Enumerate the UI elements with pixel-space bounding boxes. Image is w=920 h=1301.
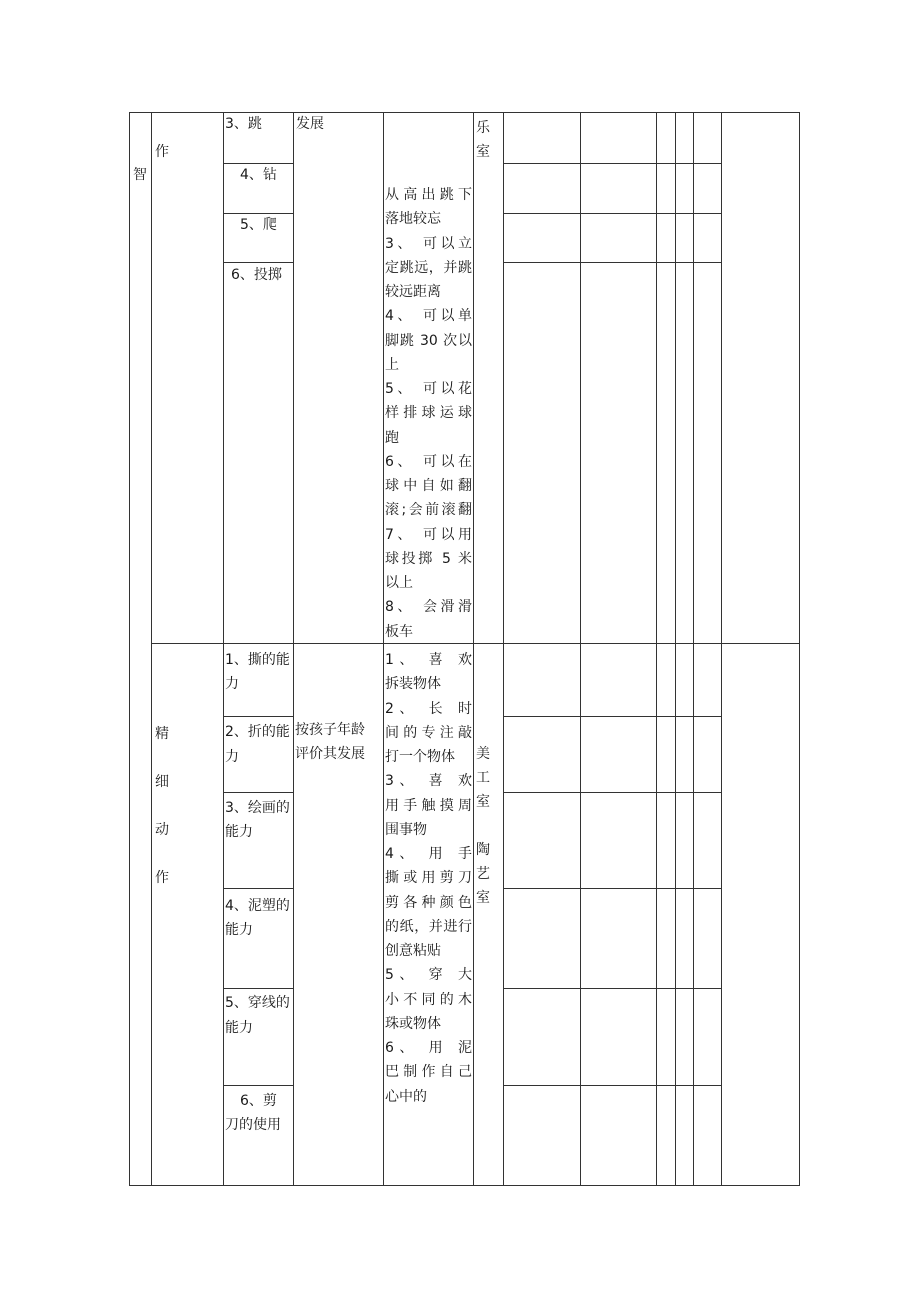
table-border-left [129, 112, 130, 1186]
goal-line: 5、 可以花 [385, 381, 472, 397]
row-divider [223, 988, 294, 989]
row-divider [503, 213, 722, 214]
gross-motor-label: 作 [155, 144, 169, 160]
goal-line: 6、 可以在 [385, 453, 472, 470]
category-label: 智 [133, 167, 147, 183]
table-border-bottom [129, 1185, 800, 1186]
skill-line: 6、剪 [240, 1093, 277, 1109]
skill-crawl-through: 4、钻 [240, 167, 277, 183]
goal-line: 球中自如翻 [385, 478, 472, 494]
row-divider [503, 1085, 722, 1086]
goal-line: 板车 [385, 623, 413, 640]
col-divider-3 [293, 112, 294, 1186]
goal-line: 1、 喜 欢 [385, 652, 472, 668]
goal-line: 较远距离 [385, 284, 441, 300]
goal-line: 从高出跳下 [385, 187, 472, 203]
goal-line: 落地较忘 [385, 211, 441, 228]
fine-motor-label-char: 作 [155, 870, 169, 886]
fine-motor-label-char: 动 [155, 822, 169, 838]
goal-line: 上 [385, 356, 399, 373]
goal-line: 巴制作自己 [385, 1064, 472, 1081]
skill-line: 能力 [225, 824, 253, 840]
development-note: 发展 [296, 116, 324, 132]
goal-line: 4、 用 手 [385, 846, 472, 862]
goal-line: 用手触摸周 [385, 797, 472, 814]
table-border-right [799, 112, 800, 1186]
skill-line: 刀的使用 [225, 1117, 281, 1133]
row-divider [223, 792, 294, 793]
goal-line: 定跳远，并跳 [385, 259, 472, 276]
evaluation-line: 评价其发展 [295, 746, 365, 762]
goal-line: 跑 [385, 429, 399, 446]
goal-line: 8、 会滑滑 [385, 599, 472, 616]
goal-line: 7、 可以用 [385, 526, 472, 543]
goal-line: 剪各种颜色 [385, 894, 472, 911]
skill-line: 力 [225, 749, 239, 765]
goal-line: 打一个物体 [385, 749, 455, 765]
venue-char: 室 [476, 144, 490, 160]
row-divider [223, 716, 294, 717]
col-divider-4 [383, 112, 384, 1186]
goal-line: 撕或用剪刀 [385, 870, 472, 887]
goal-line: 球投掷 5 米 [385, 550, 472, 567]
goal-line: 2、 长 时 [385, 700, 472, 717]
col-divider-1 [151, 112, 152, 1186]
evaluation-line: 按孩子年龄 [295, 722, 365, 738]
row-divider [503, 792, 722, 793]
goal-line: 珠或物体 [385, 1015, 441, 1032]
col-divider-2 [223, 112, 224, 1186]
goal-line: 4、 可以单 [385, 308, 472, 325]
row-divider [223, 1085, 294, 1086]
row-divider [503, 163, 722, 164]
goal-line: 以上 [385, 575, 413, 591]
goal-line: 心中的 [385, 1088, 427, 1105]
venue-char: 美 [476, 746, 490, 762]
skill-line: 4、泥塑的 [225, 898, 290, 914]
section-divider [151, 643, 800, 644]
goal-line: 的纸，并进行 [385, 918, 472, 935]
fine-motor-goals [385, 648, 472, 1109]
row-divider [503, 716, 722, 717]
venue-char: 室 [476, 794, 490, 810]
col-divider-8 [656, 112, 657, 1186]
goal-line: 创意粘贴 [385, 943, 441, 959]
goal-line: 小不同的木 [385, 991, 472, 1008]
venue-char: 工 [476, 770, 490, 786]
skill-line: 5、穿线的 [225, 995, 290, 1011]
row-divider [503, 988, 722, 989]
row-divider [223, 888, 294, 889]
fine-motor-label-char: 精 [155, 726, 169, 742]
goal-line: 滚;会前滚翻 [385, 502, 472, 519]
skill-line: 力 [225, 676, 239, 692]
goal-line: 3、 可以立 [385, 235, 472, 252]
skill-line: 能力 [225, 922, 253, 938]
row-divider [503, 262, 722, 263]
goal-line: 间的专注敲 [385, 724, 472, 741]
goal-line: 6、 用 泥 [385, 1040, 472, 1056]
skill-line: 3、绘画的 [225, 800, 290, 816]
skill-jump: 3、跳 [225, 116, 262, 132]
col-divider-9 [675, 112, 676, 1186]
skill-line: 2、折的能 [225, 724, 290, 740]
col-divider-5 [473, 112, 474, 1186]
venue-char: 艺 [476, 866, 490, 882]
goal-line: 3、 喜 欢 [385, 773, 472, 790]
row-divider [503, 888, 722, 889]
goal-line: 围事物 [385, 821, 427, 838]
skill-line: 能力 [225, 1020, 253, 1036]
goal-line: 脚跳 30 次以 [385, 332, 472, 349]
col-divider-11 [721, 112, 722, 1186]
skill-throw: 6、投掷 [231, 267, 282, 283]
skill-climb: 5、爬 [240, 217, 277, 233]
venue-char: 室 [476, 890, 490, 906]
col-divider-6 [503, 112, 504, 1186]
venue-char: 陶 [476, 842, 490, 858]
col-divider-10 [693, 112, 694, 1186]
goal-line: 5、 穿 大 [385, 967, 472, 984]
venue-char: 乐 [476, 120, 490, 136]
goal-line: 样排球运球 [385, 405, 472, 422]
skill-line: 1、撕的能 [225, 652, 290, 668]
fine-motor-label-char: 细 [155, 774, 169, 790]
col-divider-7 [580, 112, 581, 1186]
goal-line: 拆装物体 [385, 676, 441, 693]
gross-motor-goals [385, 183, 472, 644]
